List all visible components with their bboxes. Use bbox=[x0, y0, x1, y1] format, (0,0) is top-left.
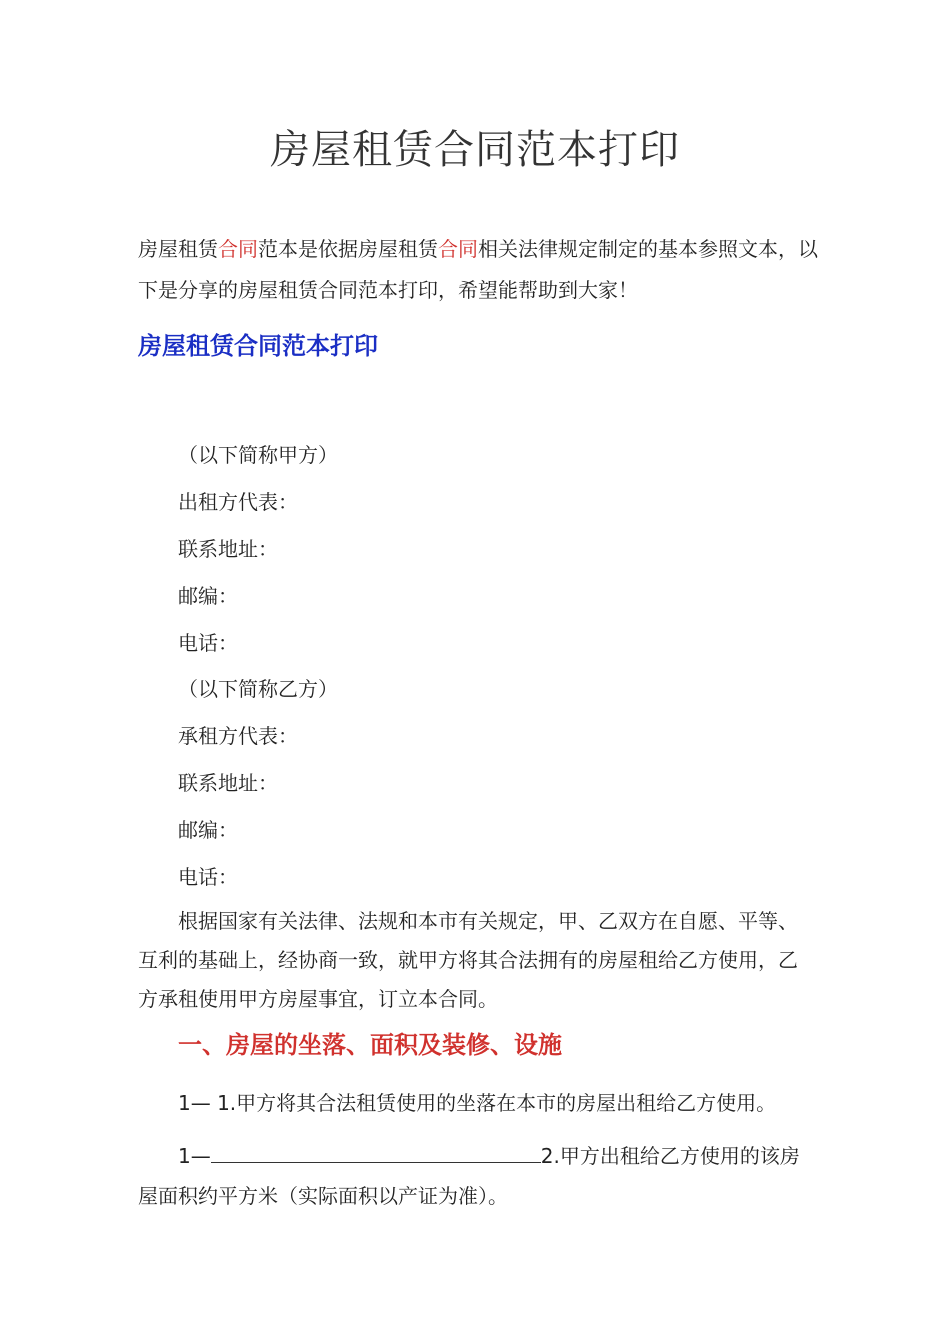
section-subtitle: 房屋租赁合同范本打印 bbox=[138, 332, 378, 360]
contract-link-1[interactable]: 合同 bbox=[218, 237, 258, 261]
intro-text-1: 房屋租赁 bbox=[138, 237, 218, 261]
party-a-designation: （以下简称甲方） bbox=[178, 443, 338, 467]
party-b-designation: （以下简称乙方） bbox=[178, 677, 338, 701]
intro-text-3: 相关法律规定制定的基本参照文本，以下是分享的房屋租赁合同范本打印，希望能帮助到大家！ bbox=[138, 237, 818, 302]
party-b-phone-label: 电话： bbox=[178, 865, 238, 889]
intro-paragraph bbox=[138, 229, 818, 311]
party-a-phone-label: 电话： bbox=[178, 631, 238, 655]
clause-1-2-text: 2.甲方出租给乙方使用的该房屋面积约平方米（实际面积以产证为准）。 bbox=[138, 1144, 800, 1208]
section-1-heading: 一、房屋的坐落、面积及装修、设施 bbox=[178, 1031, 562, 1059]
party-b-address-label: 联系地址： bbox=[178, 771, 278, 795]
contract-link-2[interactable]: 合同 bbox=[438, 237, 478, 261]
preamble-paragraph: 根据国家有关法律、法规和本市有关规定，甲、乙双方在自愿、平等、互利的基础上，经协商一致，就甲方将其合法拥有的房屋租给乙方使用，乙方承租使用甲方房屋事宜，订立本合同。 bbox=[138, 909, 798, 1011]
fill-in-blank[interactable] bbox=[211, 1144, 541, 1163]
party-a-address-label: 联系地址： bbox=[178, 537, 278, 561]
intro-text-2: 范本是依据房屋租赁 bbox=[258, 237, 438, 261]
party-a-representative-label: 出租方代表： bbox=[178, 490, 298, 514]
clause-1-2 bbox=[138, 1136, 818, 1216]
party-b-representative-label: 承租方代表： bbox=[178, 724, 298, 748]
party-b-postcode-label: 邮编： bbox=[178, 818, 238, 842]
clause-1-2-prefix: 1— bbox=[178, 1144, 211, 1168]
clause-1-1: 1— 1.甲方将其合法租赁使用的坐落在本市的房屋出租给乙方使用。 bbox=[178, 1091, 777, 1115]
document-title: 房屋租赁合同范本打印 bbox=[270, 127, 680, 173]
party-a-postcode-label: 邮编： bbox=[178, 584, 238, 608]
